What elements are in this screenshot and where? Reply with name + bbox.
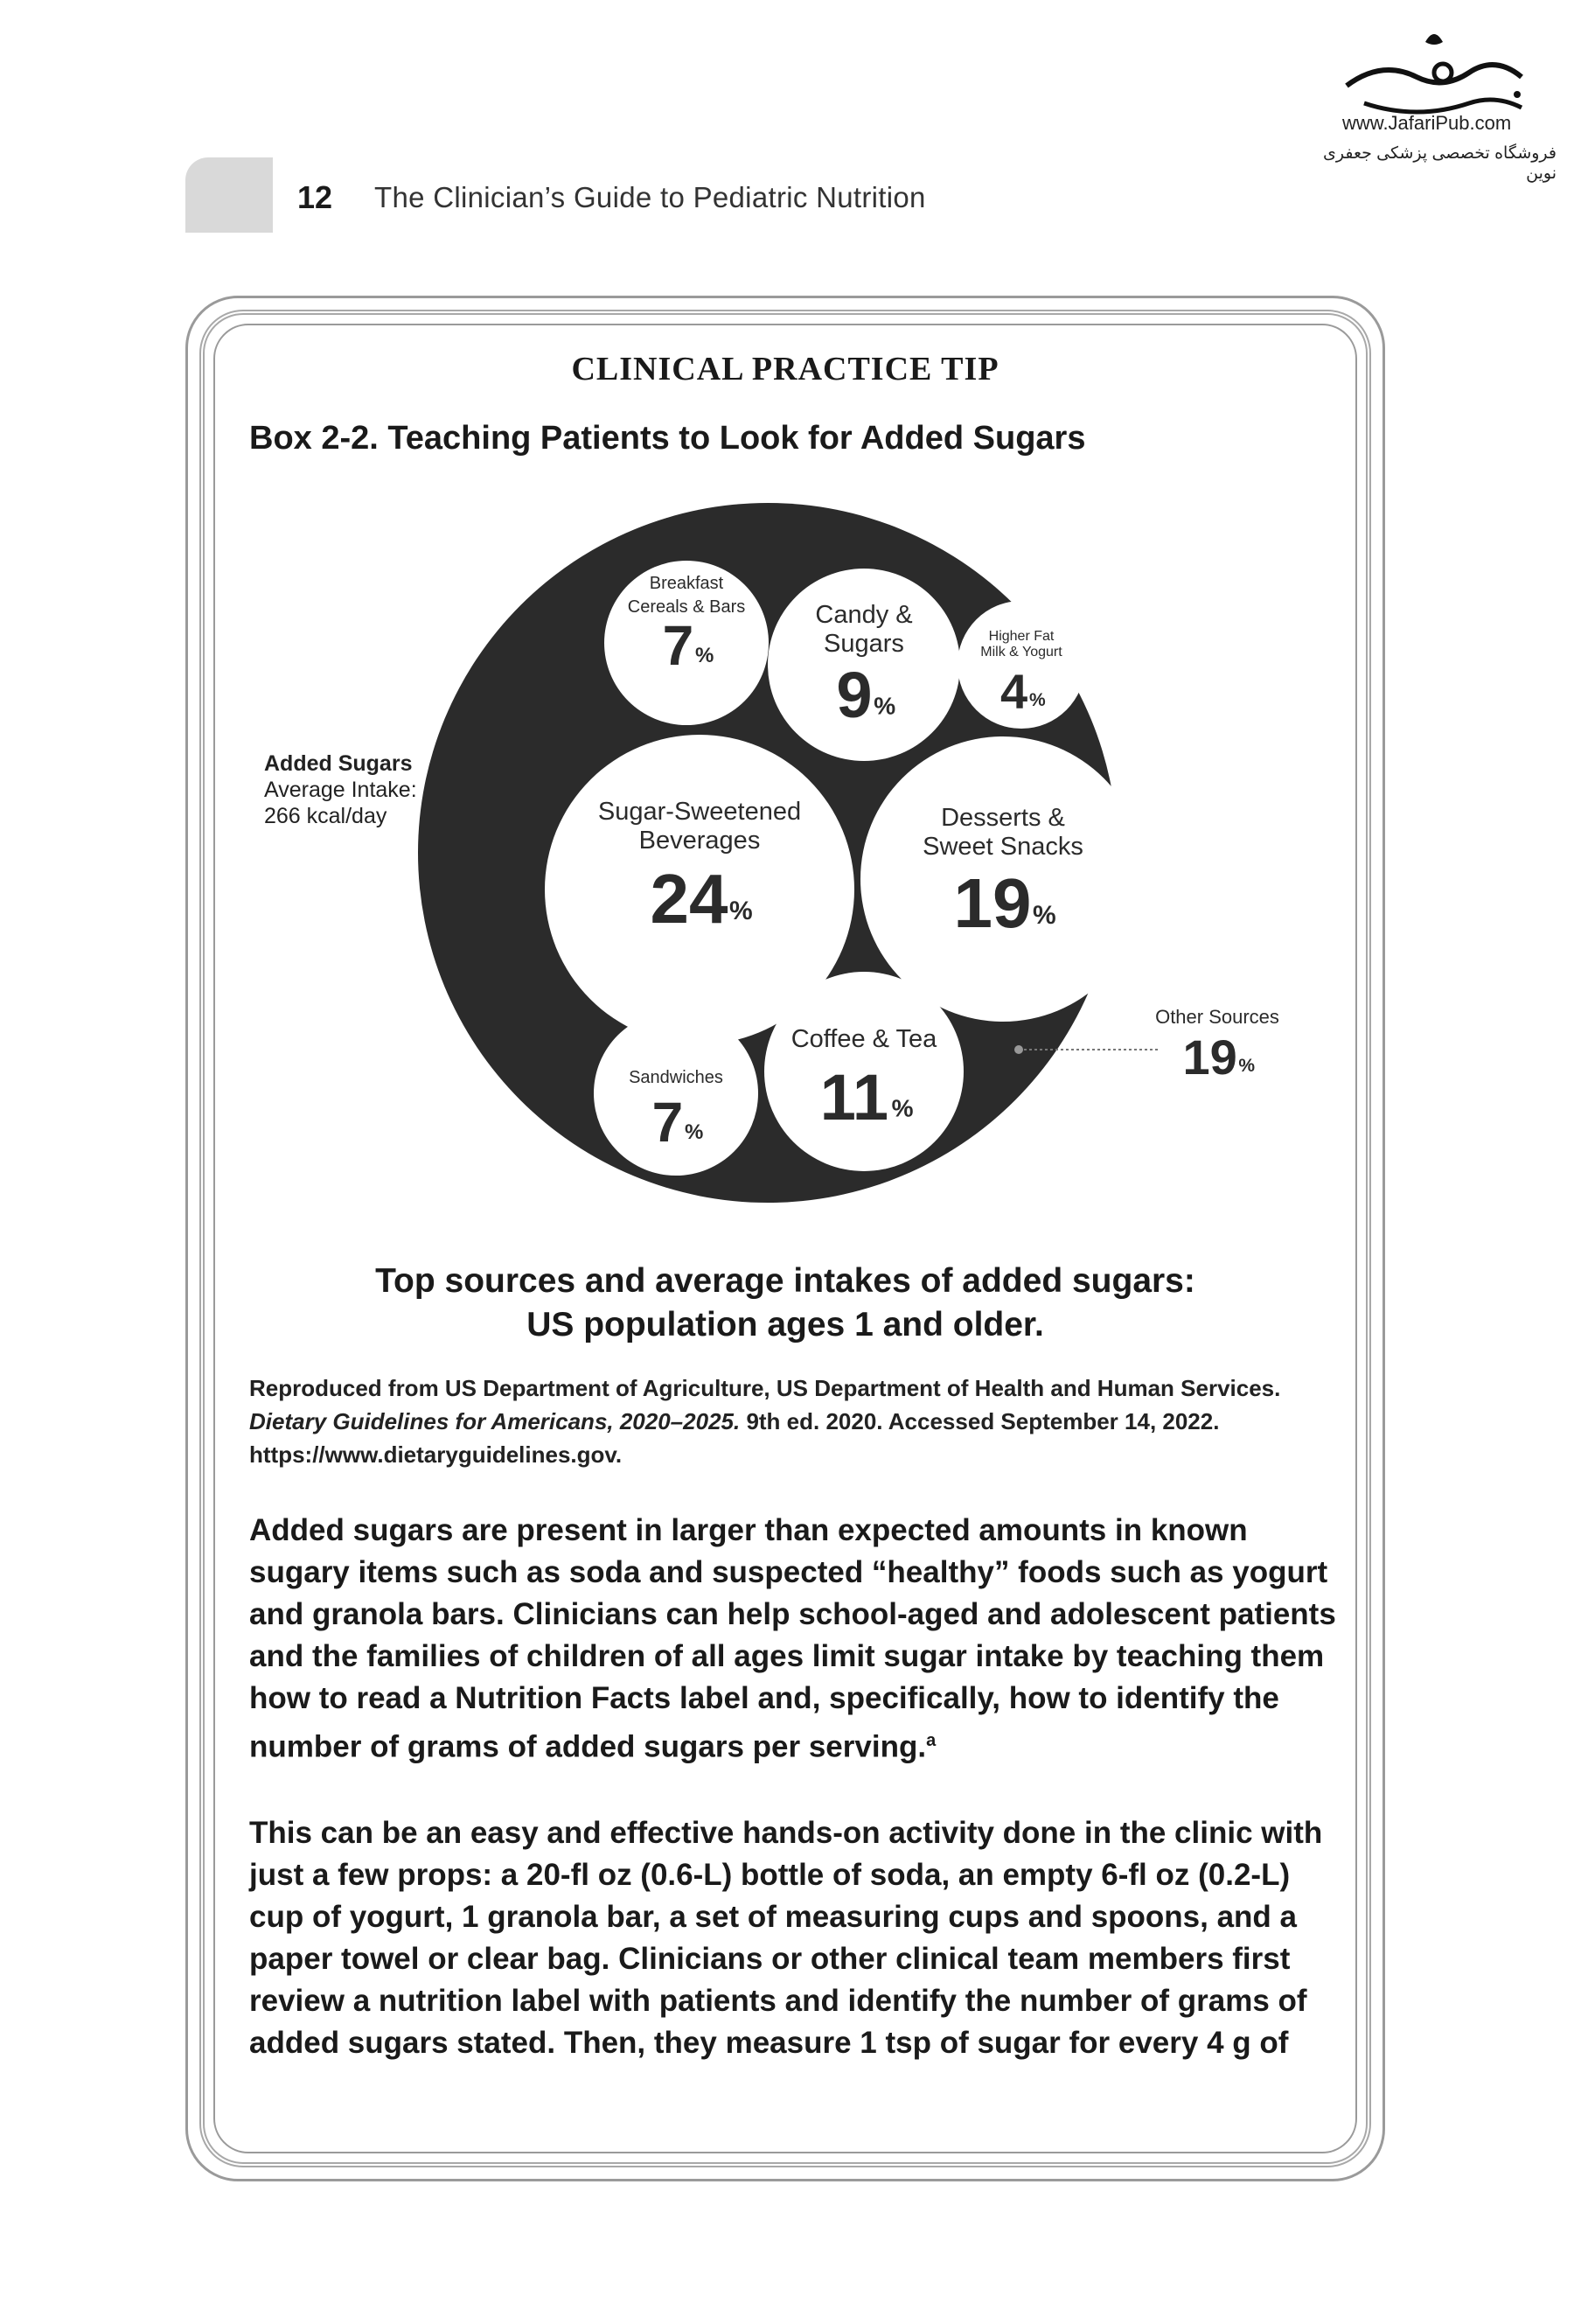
bubble-3-label-line1: Sugar-Sweetened [597, 798, 802, 826]
chart-side-label [264, 750, 417, 829]
box-title: Box 2-2. Teaching Patients to Look for Added Sugars [249, 420, 1086, 457]
bubble-0-unit: % [695, 643, 714, 667]
bubble-5-unit: % [685, 1120, 704, 1144]
figure-credit [249, 1371, 1334, 1471]
bubble-6-unit: % [891, 1094, 914, 1122]
bubble-5-label-line1: Sandwiches [629, 1068, 723, 1087]
chart-title: Added Sugars [264, 751, 413, 776]
bubble-7-value: 19 [1182, 1029, 1237, 1085]
p1-footnote: a [926, 1731, 937, 1750]
bubble-2-label-line2: Milk & Yogurt [980, 645, 1062, 660]
bubble-7-label-line1: Other Sources [1155, 1006, 1279, 1028]
running-title: The Clinician’s Guide to Pediatric Nutrition [374, 181, 926, 213]
chart-subtitle-line1: Average Intake: [264, 778, 417, 802]
page-number: 12 [297, 179, 333, 215]
caption-line1: Top sources and average intakes of added sugars: [375, 1262, 1195, 1300]
bubble-7-unit: % [1238, 1056, 1256, 1077]
figure-caption [213, 1260, 1357, 1347]
bubble-6-label-line1: Coffee & Tea [790, 1025, 937, 1053]
body-paragraph-2: This can be an easy and effective hands-on activity done in the clinic with just a few props: a 20-fl oz (0.6-L) bottle of soda, an empty 6-fl oz (0.2-L) cup of yogurt, 1 granola bar, a set of measuring cups and spoons, and a paper towel or clear bag. Clinicians or other clinical team members first review a nutrition label with patients and identify the number of grams of added sugars stated. Then, they measure 1 tsp of sugar for every 4 g of [249, 1816, 1323, 2060]
logo-tagline: فروشگاه تخصصی پزشکی جعفری نوین [1323, 144, 1557, 183]
chart-subtitle-line2: 266 kcal/day [264, 804, 387, 828]
body-paragraph-1 [249, 1510, 1351, 1769]
bubble-2-unit: % [1029, 690, 1046, 711]
other-sources-leader-dot [1014, 1045, 1023, 1054]
credit-title: Dietary Guidelines for Americans, 2020–2025. [249, 1408, 741, 1434]
bubble-2-value: 4 [1000, 664, 1028, 719]
tip-heading: CLINICAL PRACTICE TIP [571, 351, 999, 387]
credit-post: 9th ed. 2020. Accessed September 14, 2022. https://www.dietaryguidelines.gov. [249, 1408, 1220, 1468]
bubble-4-label-line1: Desserts & [941, 804, 1065, 832]
bubble-3-unit: % [729, 897, 753, 925]
bubble-4-label-line2: Sweet Snacks [923, 833, 1083, 861]
bubble-3-value: 24 [650, 860, 728, 938]
bubble-0-label-line1: Breakfast [649, 574, 724, 593]
caption-line2: US population ages 1 and older. [526, 1306, 1044, 1343]
p1-text: Added sugars are present in larger than expected amounts in known sugary items such as soda and suspected “healthy” foods such as yogurt and granola bars. Clinicians can help school-aged and adolescent patients and the families of children of all ages limit sugar intake by teaching them how to read a Nutrition Facts label and, specifically, how to identify the number of grams of added sugars per serving. [249, 1513, 1336, 1764]
bubble-4-unit: % [1033, 901, 1056, 930]
credit-pre: Reproduced from US Department of Agriculture, US Department of Health and Human Services. [249, 1375, 1281, 1401]
logo-url: www.JafariPub.com [1342, 112, 1512, 134]
bubble-4-value: 19 [953, 864, 1032, 942]
bubble-1-unit: % [874, 692, 896, 720]
bubble-0-label-line2: Cereals & Bars [627, 597, 746, 617]
bubble-1-value: 9 [836, 659, 873, 731]
bubble-3-label-line2: Beverages [638, 827, 761, 855]
bubble-1-label-line2: Sugars [824, 630, 904, 658]
bubble-2-label-line1: Higher Fat [988, 629, 1055, 644]
bubble-5-value: 7 [651, 1091, 684, 1154]
bubble-6-value: 11 [819, 1061, 889, 1134]
bubble-1-label-line1: Candy & [815, 601, 913, 629]
bubble-0-value: 7 [662, 614, 694, 677]
